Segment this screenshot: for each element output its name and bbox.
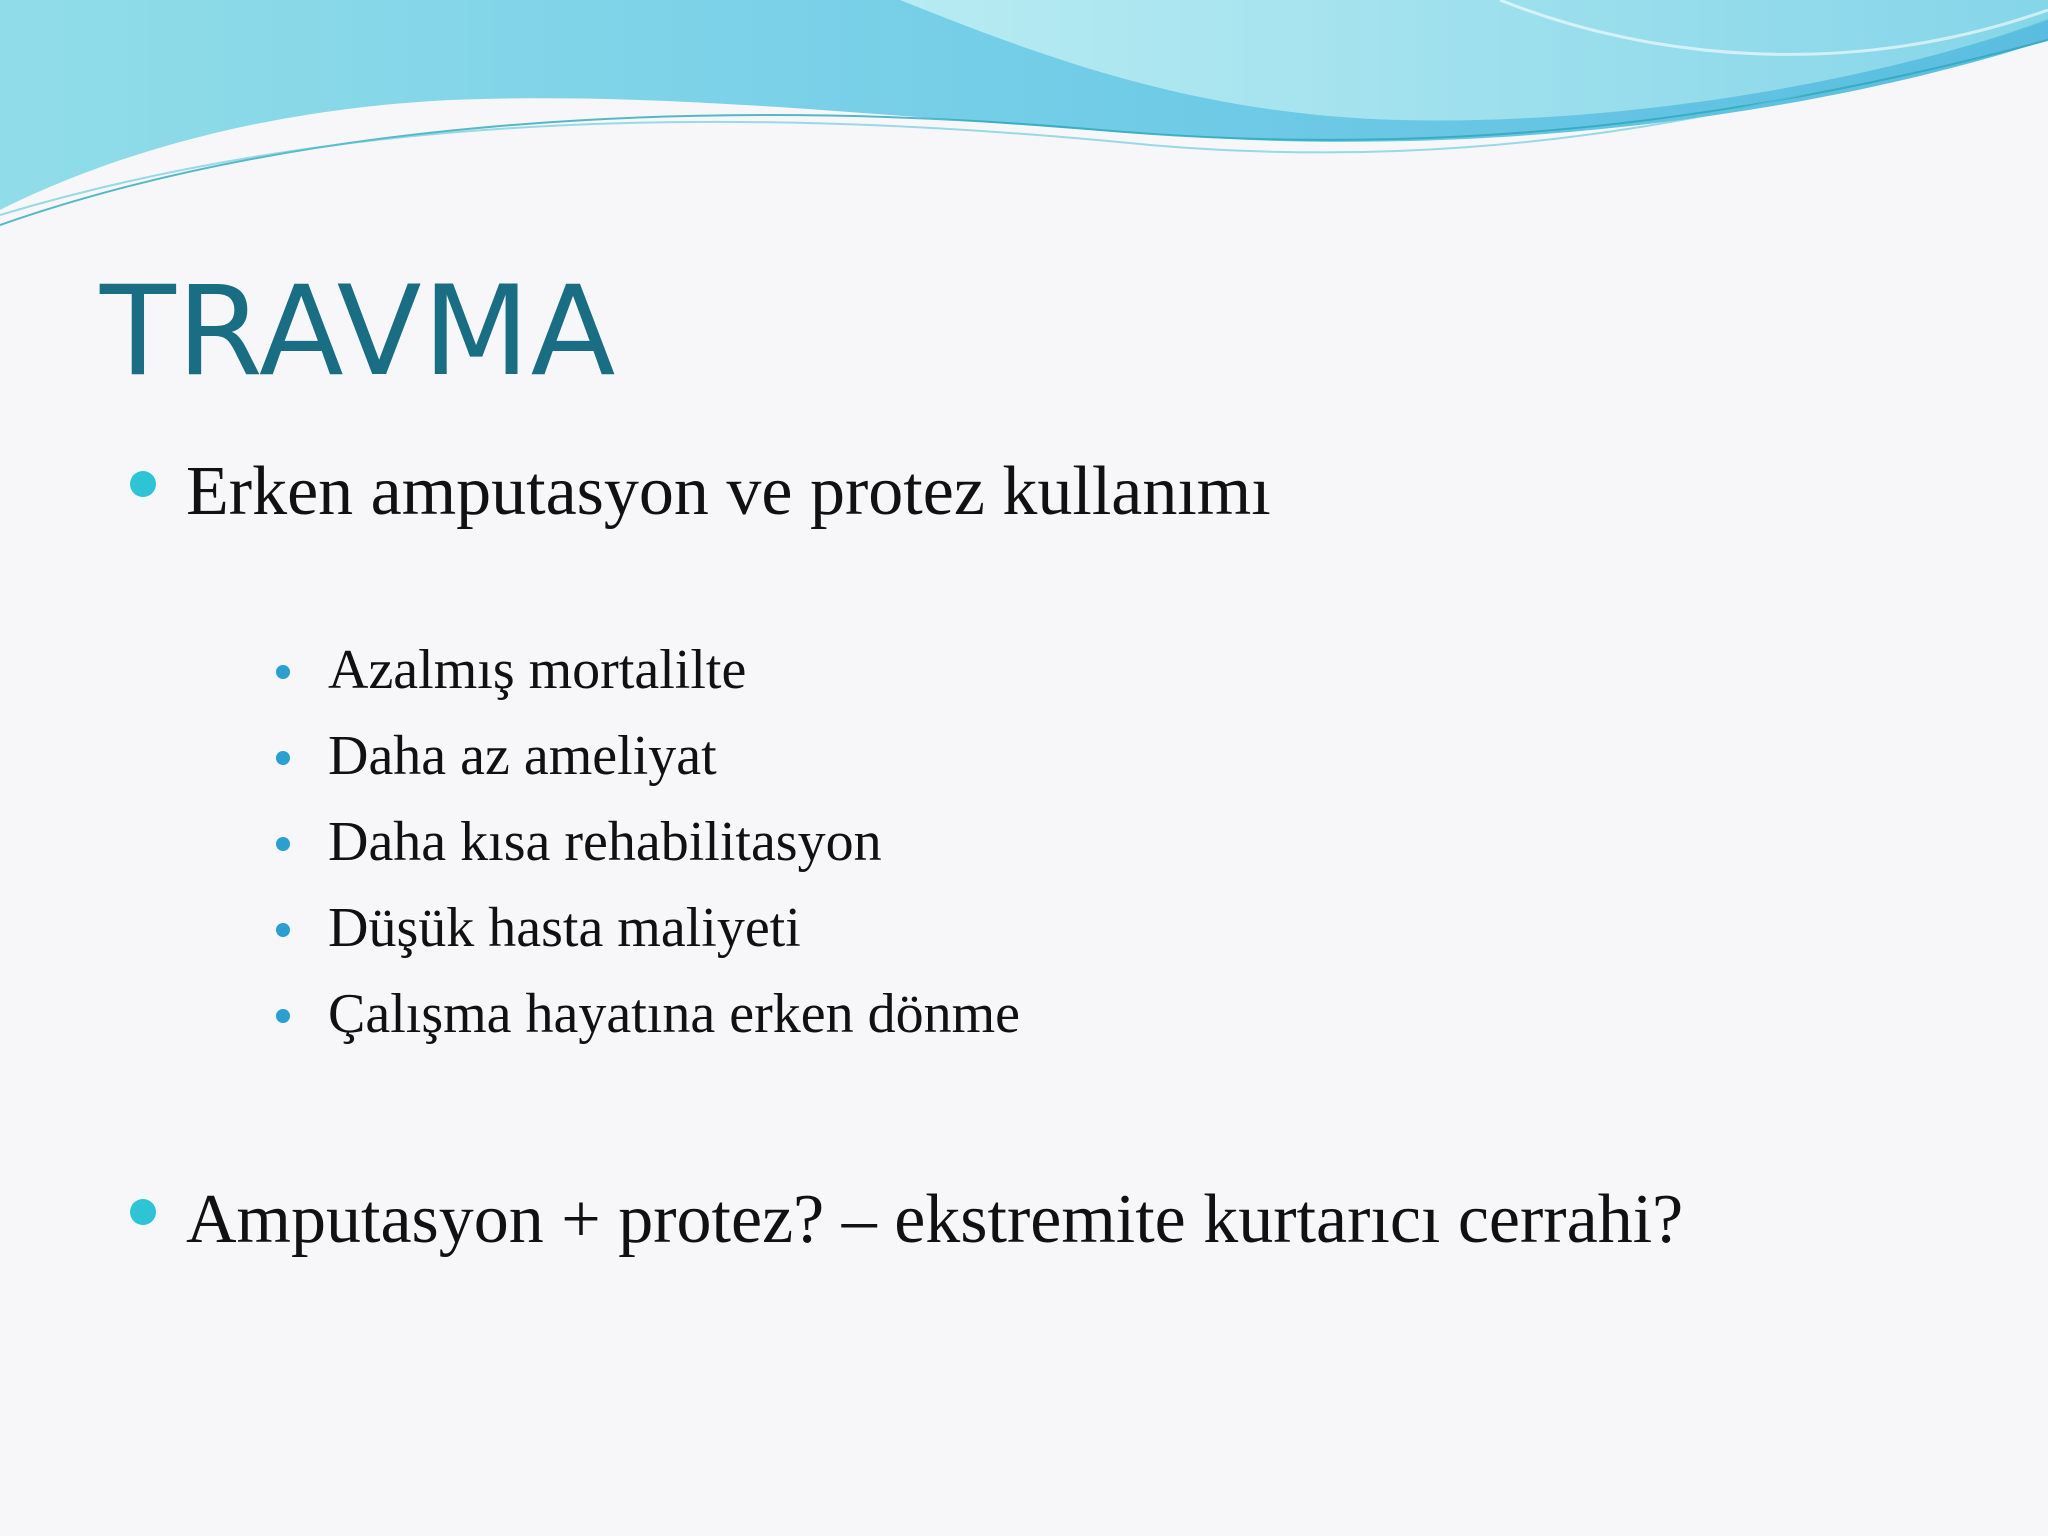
- header-wave-decoration: [0, 0, 2048, 260]
- bullet-item: [130, 452, 1271, 532]
- sub-bullet-icon: [276, 751, 290, 765]
- sub-bullet-text: Daha kısa rehabilitasyon: [328, 811, 882, 873]
- sub-bullet-item: [276, 637, 746, 703]
- sub-bullet-item: [276, 895, 801, 961]
- bullet-icon: [130, 1199, 156, 1225]
- sub-bullet-item: [276, 809, 882, 875]
- sub-bullet-icon: [276, 837, 290, 851]
- bullet-item: [130, 1180, 1683, 1260]
- sub-bullet-icon: [276, 1009, 290, 1023]
- bullet-text: Amputasyon + protez? – ekstremite kurtarıcı cerrahi?: [186, 1181, 1684, 1258]
- sub-bullet-text: Azalmış mortalilte: [328, 639, 747, 701]
- sub-bullet-item: [276, 723, 717, 789]
- bullet-icon: [130, 471, 156, 497]
- bullet-text: Erken amputasyon ve protez kullanımı: [186, 453, 1271, 530]
- sub-bullet-text: Düşük hasta maliyeti: [328, 897, 801, 959]
- slide-title: TRAVMA: [100, 260, 617, 404]
- sub-bullet-icon: [276, 923, 290, 937]
- sub-bullet-icon: [276, 665, 290, 679]
- sub-bullet-text: Daha az ameliyat: [328, 725, 717, 787]
- sub-bullet-text: Çalışma hayatına erken dönme: [328, 983, 1020, 1045]
- sub-bullet-item: [276, 981, 1020, 1047]
